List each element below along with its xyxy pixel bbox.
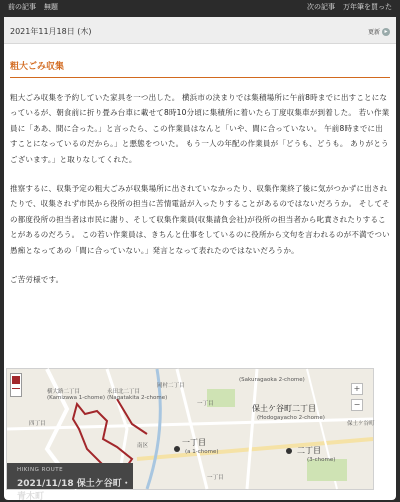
map-label: (Kamizawa 1-chome) [47,395,106,401]
map-label: 四丁目 [29,421,46,427]
map-label: 保土ケ谷町二丁目 [252,404,316,413]
hiker-icon [12,376,20,384]
update-label: 更新 [367,29,380,36]
hiking-route-info[interactable] [7,463,133,502]
map-label: 一丁目 [207,475,224,481]
date-header [4,17,396,44]
map-label: 岡村二丁目 [157,383,185,389]
prev-article-nav [8,0,58,14]
map-label: (Hodogayacho 2-chome) [257,415,325,421]
zoom-out-button[interactable]: − [351,399,363,411]
map-label: (Sakuragaoka 2-chome) [239,377,305,383]
post-paragraph: 粗大ごみ収集を予約していた家具を一つ出した。 横浜市の決まりでは集積場所に午前8時までに出すことになっているが、朝食前に折り畳み台車に載せて8時10分頃に集積所に着いたら丁度収集車が到着した。 若い作業員に「ああ、間に合った。」と言ったら、この作業員はなんと「いや、間に合っていない。 午前8時までに出すことになっているのだから。」と悪態をついた。 もう一人の年配の作業員が「どうも、どうも。 ありがとうございます。」と取りなしてくれた。 [10,93,390,164]
top-nav-bar [0,0,400,14]
map-label: 南区 [137,443,149,449]
hiking-route-title: 2021/11/18 保土ケ谷町・青木町 [17,479,131,502]
map-label: 一丁目 [197,401,214,407]
route-toggle-control[interactable] [10,373,22,397]
hiking-route-map[interactable] [6,368,375,502]
post-paragraph: ご苦労様です。 [10,275,64,285]
next-article-title-link[interactable]: 万年筆を買った [343,3,392,11]
next-article-link[interactable]: 次の記事 [307,3,335,11]
hiking-route-label: HIKING ROUTE [17,467,64,473]
map-label: 永田北二丁目 [107,389,141,395]
map-label: 一丁目 [182,438,206,447]
zoom-in-button[interactable]: + [351,383,363,395]
map-label: 二丁目 [297,446,321,455]
prev-article-title-link[interactable]: 無題 [44,3,58,11]
post-date: 2021年11月18日 (木) [10,27,92,36]
map-label: 横大路二丁目 [47,389,81,395]
map-label: (Nagatakita 2-chome) [107,395,168,401]
prev-article-link[interactable]: 前の記事 [8,3,36,11]
map-label: 保土ケ谷町 [347,421,375,427]
route-line-icon [12,388,20,389]
update-link[interactable] [368,27,390,36]
post-body [10,90,390,287]
next-article-nav [307,0,392,14]
post-title: 粗大ごみ収集 [10,59,390,78]
map-label: (3-chome) [307,457,336,463]
update-arrow-icon: ▸ [382,28,390,36]
post-paragraph: 推察するに、収集予定の粗大ごみが収集場所に出されていなかったり、収集作業終了後に気がつかずに出されたりで、収集されず市民から役所の担当に苦情電話が入ったりすることがあるのではないだろうか。 そしてその都度役所の担当者は市民に謝り、そして収集作業員(収集請負会社)が役所の担当者から叱責されたりすることがあるのだろう。 この若い作業員は、きちんと仕事をしているのに役所から文句を言われるのが不満でつい愚痴となってあの「間に合っていない。」発言となって表れたのではないだろうか。 [10,184,390,255]
map-label: (a 1-chome) [185,449,219,455]
